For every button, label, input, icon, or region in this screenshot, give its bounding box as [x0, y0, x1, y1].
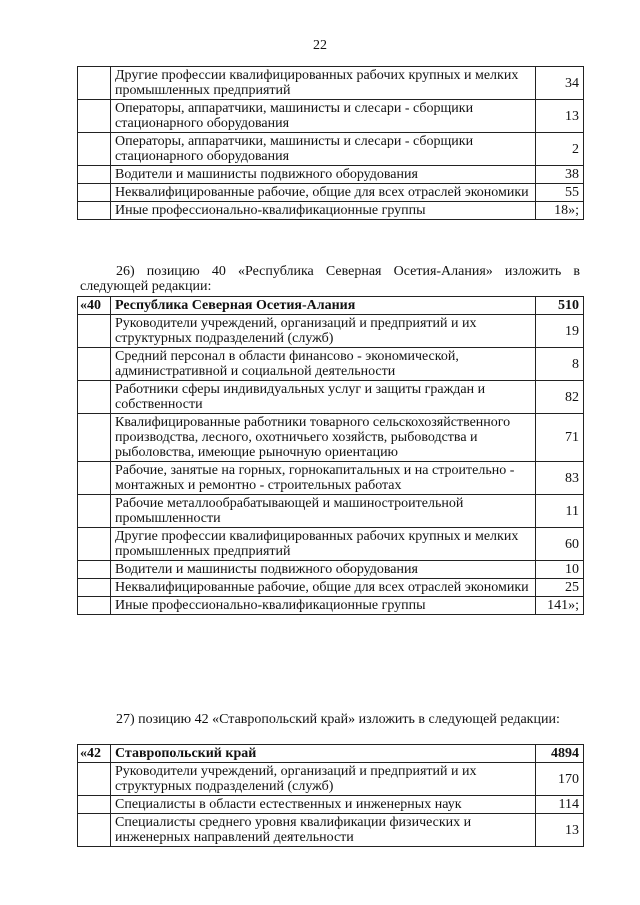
table-row — [78, 763, 584, 796]
page-number: 22 — [313, 38, 327, 53]
row-value: 11 — [536, 495, 584, 528]
row-value: 114 — [536, 796, 584, 814]
table-head-row — [78, 745, 584, 763]
row-name: Специалисты в области естественных и инженерных наук — [111, 796, 536, 814]
row-name: Водители и машинисты подвижного оборудования — [111, 166, 536, 184]
row-value: 13 — [536, 100, 584, 133]
region-name: Республика Северная Осетия-Алания — [111, 297, 536, 315]
row-value: 71 — [536, 414, 584, 462]
paragraph-26: 26) позицию 40 «Республика Северная Осетия-Алания» изложить в следующей редакции: — [80, 264, 580, 294]
row-value: 83 — [536, 462, 584, 495]
table-row — [78, 315, 584, 348]
row-name: Руководители учреждений, организаций и предприятий и их структурных подразделений (служб) — [111, 315, 536, 348]
row-name: Операторы, аппаратчики, машинисты и слесари - сборщики стационарного оборудования — [111, 100, 536, 133]
row-name: Неквалифицированные рабочие, общие для всех отраслей экономики — [111, 184, 536, 202]
table-row — [78, 100, 584, 133]
row-name: Неквалифицированные рабочие, общие для всех отраслей экономики — [111, 579, 536, 597]
table-row — [78, 348, 584, 381]
table-row — [78, 462, 584, 495]
table-row — [78, 597, 584, 615]
row-name: Иные профессионально-квалификационные группы — [111, 597, 536, 615]
row-name: Работники сферы индивидуальных услуг и защиты граждан и собственности — [111, 381, 536, 414]
row-name: Водители и машинисты подвижного оборудования — [111, 561, 536, 579]
table-row — [78, 414, 584, 462]
row-name: Другие профессии квалифицированных рабочих крупных и мелких промышленных предприятий — [111, 67, 536, 100]
table-row — [78, 202, 584, 220]
paragraph-27: 27) позицию 42 «Ставропольский край» изложить в следующей редакции: — [116, 712, 560, 727]
table-continuation — [77, 66, 584, 220]
row-name: Другие профессии квалифицированных рабочих крупных и мелких промышленных предприятий — [111, 528, 536, 561]
table-row — [78, 495, 584, 528]
row-name: Иные профессионально-квалификационные группы — [111, 202, 536, 220]
row-value: 170 — [536, 763, 584, 796]
row-name: Квалифицированные работники товарного сельскохозяйственного производства, лесного, охотничьего хозяйств, рыбоводства и рыболовства, имеющие рыночную ориентацию — [111, 414, 536, 462]
row-code: «42 — [78, 745, 111, 763]
row-name: Операторы, аппаратчики, машинисты и слесари - сборщики стационарного оборудования — [111, 133, 536, 166]
row-name: Рабочие металлообрабатывающей и машиностроительной промышленности — [111, 495, 536, 528]
row-value: 2 — [536, 133, 584, 166]
row-name: Рабочие, занятые на горных, горнокапитальных и на строительно - монтажных и ремонтно - строительных работах — [111, 462, 536, 495]
table-row — [78, 184, 584, 202]
region-total: 4894 — [536, 745, 584, 763]
row-code: «40 — [78, 297, 111, 315]
table-row — [78, 796, 584, 814]
row-value: 38 — [536, 166, 584, 184]
table-position-42 — [77, 744, 584, 847]
table-head-row — [78, 297, 584, 315]
row-value: 34 — [536, 67, 584, 100]
table-row — [78, 579, 584, 597]
table-row — [78, 133, 584, 166]
table-row — [78, 528, 584, 561]
table-row — [78, 166, 584, 184]
table-row — [78, 381, 584, 414]
row-value: 18»; — [536, 202, 584, 220]
row-value: 141»; — [536, 597, 584, 615]
table-row — [78, 67, 584, 100]
row-value: 10 — [536, 561, 584, 579]
row-value: 25 — [536, 579, 584, 597]
region-total: 510 — [536, 297, 584, 315]
row-value: 60 — [536, 528, 584, 561]
row-name: Руководители учреждений, организаций и предприятий и их структурных подразделений (служб) — [111, 763, 536, 796]
row-name: Средний персонал в области финансово - экономической, административной и социальной деятельности — [111, 348, 536, 381]
row-value: 8 — [536, 348, 584, 381]
row-value: 55 — [536, 184, 584, 202]
table-position-40 — [77, 296, 584, 615]
row-value: 82 — [536, 381, 584, 414]
table-row — [78, 814, 584, 847]
table-row — [78, 561, 584, 579]
region-name: Ставропольский край — [111, 745, 536, 763]
row-name: Специалисты среднего уровня квалификации физических и инженерных направлений деятельности — [111, 814, 536, 847]
row-value: 19 — [536, 315, 584, 348]
row-value: 13 — [536, 814, 584, 847]
